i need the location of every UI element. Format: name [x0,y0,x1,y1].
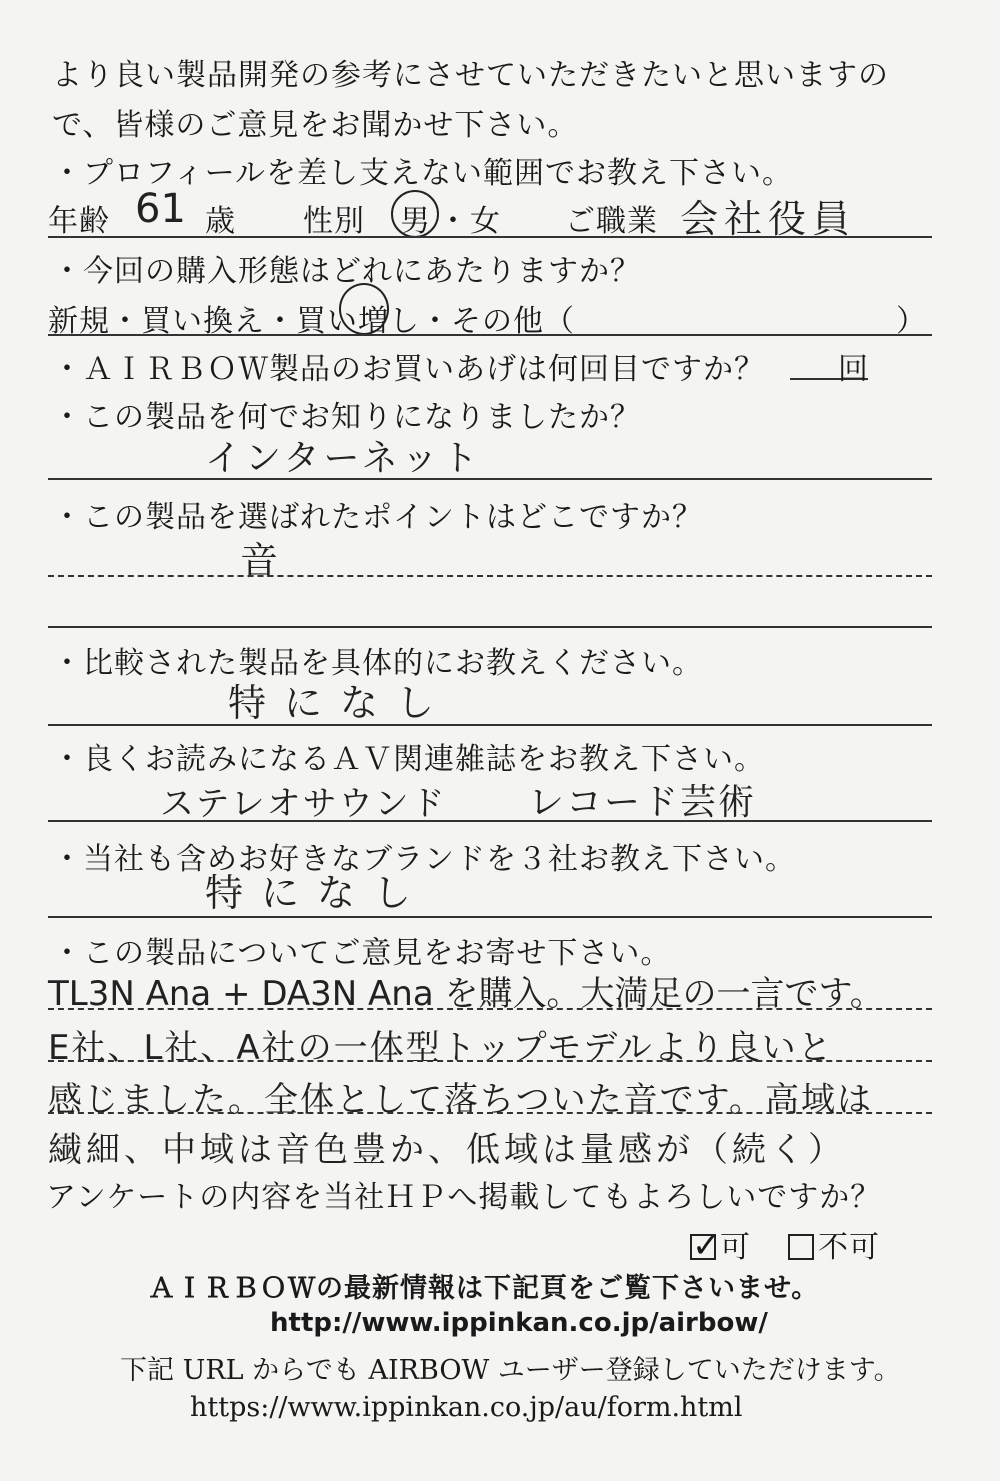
opinion-line-2: E社、L社、A社の一体型トップモデルより良いと [48,1028,834,1068]
purchase-type-close-paren: ） [896,304,927,339]
gender-male: 男 [400,204,431,239]
gender-label: 性別 [303,204,365,239]
selection-point-underline [48,626,932,628]
purchase-choice-circle-mark [339,283,389,335]
opinion-line-3: 感じました。全体として落ちついた音です。高域は [48,1080,873,1120]
gender-female: 女 [470,204,501,239]
magazines-answer-1: ステレオサウンド [160,784,447,824]
publish-yes-label: 可 [720,1230,751,1265]
purchase-type-options: 新規・買い換え・買い増し・その他（ [48,304,575,339]
how-known-underline [48,478,932,480]
publish-no-option[interactable] [788,1222,880,1266]
profile-underline [48,236,932,238]
compared-question: ・比較された製品を具体的にお教えください。 [52,646,703,681]
opinion-question: ・この製品についてご意見をお寄せ下さい。 [52,936,672,971]
purchase-type-question: ・今回の購入形態はどれにあたりますか？ [52,254,641,289]
age-label: 年齢 [48,204,110,239]
compared-underline [48,724,932,726]
age-value: 61 [135,186,186,232]
selection-point-dashed-line [48,575,932,577]
opinion-line-1: TL3N Ana + DA3N Ana を購入。大満足の一言です。 [48,974,884,1014]
selection-point-question: ・この製品を選ばれたポイントはどこですか？ [52,500,703,535]
age-unit: 歳 [205,204,236,239]
purchase-count-question: ・ＡＩＲＢＯＷ製品のお買いあげは何回目ですか？ [52,352,765,387]
opinion-dashed-line-1 [48,1008,932,1010]
brands-question: ・当社も含めお好きなブランドを３社お教え下さい。 [52,842,796,877]
profile-question: ・プロフィールを差し支えない範囲でお教え下さい。 [52,156,793,191]
intro-line-1: より良い製品開発の参考にさせていただきたいと思いますの [52,58,889,93]
footer-url-form[interactable]: https://www.ippinkan.co.jp/au/form.html [190,1392,743,1423]
publish-no-label: 不可 [818,1230,880,1265]
footer-info: ＡＩＲＢＯＷの最新情報は下記頁をご覧下さいませ。 [148,1273,820,1304]
gender-separator: ・ [438,204,469,239]
occupation-label: ご職業 [565,204,658,239]
publish-no-checkbox[interactable] [788,1234,814,1260]
selection-point-answer: 音 [240,539,279,583]
magazines-answer-2: レコード芸術 [528,782,757,823]
opinion-line-4: 繊細、中域は音色豊か、低域は量感が（続く） [48,1130,846,1170]
opinion-dashed-line-3 [48,1112,932,1114]
brands-underline [48,916,932,918]
footer-url-airbow[interactable]: http://www.ippinkan.co.jp/airbow/ [270,1308,768,1338]
how-known-question: ・この製品を何でお知りになりましたか？ [52,400,641,435]
purchase-count-unit: 回 [838,352,869,387]
magazines-question: ・良くお読みになるＡＶ関連雑誌をお教え下さい。 [52,742,765,777]
publish-yes-checkbox[interactable] [690,1226,722,1266]
publish-yes-option[interactable] [690,1222,751,1266]
checkmark-icon: ✓ [692,1226,722,1266]
footer-register-text: 下記 URL からでも AIRBOW ユーザー登録していただけます。 [120,1355,901,1386]
compared-answer: 特になし [228,681,453,725]
opinion-dashed-line-2 [48,1060,932,1062]
brands-answer: 特になし [205,871,430,915]
magazines-underline [48,820,932,822]
intro-line-2: で、皆様のご意見をお聞かせ下さい。 [52,108,579,143]
purchase-type-underline [48,334,932,336]
publish-question: アンケートの内容を当社ＨＰへ掲載してもよろしいですか？ [46,1180,882,1215]
occupation-value: 会社役員 [680,197,857,241]
how-known-answer: インターネット [205,438,482,479]
gender-circle-mark [391,190,439,238]
